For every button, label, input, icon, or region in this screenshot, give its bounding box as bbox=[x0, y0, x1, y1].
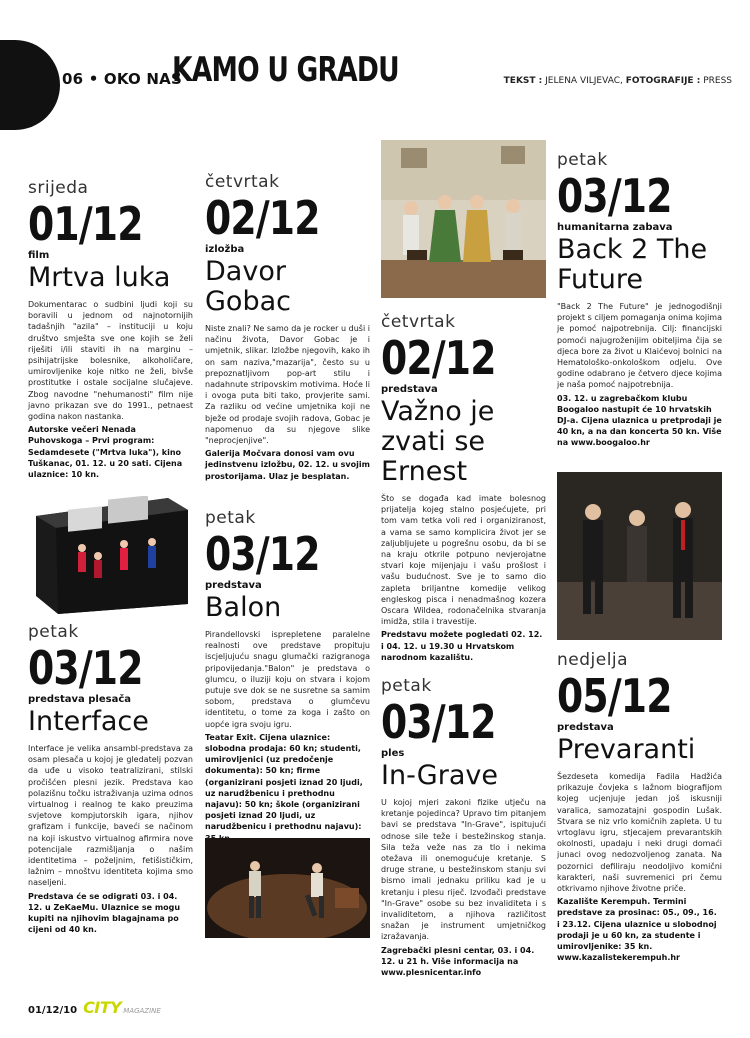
event-title: Važno je zvati se Ernest bbox=[381, 396, 495, 487]
event-description: Što se događa kad imate bolesnog prijatelja kojeg stalno posjećujete, pri tom vam tetka voli red i organiziranost, a vama se samo komplicira život jer se zaljubljujete u pogrešnu osobu, da bi se na kraju otkrile potpuno nevjerojatne stvari koje mijenjaju i vašu prošlost i vašu budućnost. Sve je to samo dio zapleta briljantne komedije velikog engleskog pisca i nenadmašnog kozera Oscara Wildea, rodonačelnika stvaranja imidža, stila i travestije. bbox=[381, 494, 546, 627]
event-title: Balon bbox=[205, 592, 282, 623]
event-prevaranti bbox=[557, 650, 722, 963]
event-day: nedjelja bbox=[557, 650, 629, 670]
photo-ernest bbox=[381, 140, 546, 298]
event-description: Dokumentarac o sudbini ljudi koji su boravili u jednom od najnotornijih tadašnjih "azila" – instituciji u koju društvo smješta sve one kojih se želi riješiti i/ili staviti ih na marginu – psihijatrijske bolesnike, alkoholičare, umirovljenike koje nitko ne želi, bivše prostitutke i ostale socijalne slučajeve. Zbog navodne "nehumanosti" film nije javno prikazan sve do 1991., petnaest godina nakon nastanka. bbox=[28, 300, 193, 422]
event-vazno-je-zvati-se-ernest bbox=[381, 312, 546, 663]
event-back-2-the-future bbox=[557, 150, 722, 449]
event-day: petak bbox=[28, 622, 79, 642]
photo-balon bbox=[205, 838, 370, 938]
event-day: petak bbox=[381, 676, 432, 696]
event-interface bbox=[28, 622, 193, 935]
event-category: film bbox=[28, 250, 50, 261]
event-date: 03/12 bbox=[28, 641, 143, 695]
event-day: petak bbox=[205, 508, 256, 528]
event-description: Pirandellovski isprepletene paralelne realnosti ove predstave propituju iscjeljujuću snagu glumački razigranoga pripovijedanja."Balon" je predstava o glumcu, o iluziji koju on stvara i kojom putuje sve dok se ne susretne sa samim sobom, predstava o glumčevu identitetu, o tome za koga i zašto on uopće igra svoju igru. bbox=[205, 630, 370, 729]
event-description: U kojoj mjeri zakoni fizike utječu na kretanje pojedinca? Upravo tim pitanjem bavi se predstava "In-Grave", ispitujući odnose sile teže i bestežinskog stanja. Sila teža veže nas za tlo i nekima otežava ili onemogućuje kretanje. S druge strane, u bestežinskom stanju svi bismo imali jednaku priliku kad je u kretanju i plesu riječ. Izvođači predstave "In-Grave" osobe su bez invaliditeta i s invaliditetom, a njihova različitost snažan je instrument umjetničkog izražavanja. bbox=[381, 798, 546, 942]
event-category: predstava bbox=[557, 722, 614, 733]
event-day: četvrtak bbox=[381, 312, 456, 332]
event-title: Interface bbox=[28, 706, 149, 737]
event-info: Predstavu možete pogledati 02. 12. i 04. 12. u 19.30 u Hrvatskom narodnom kazalištu. bbox=[381, 630, 543, 662]
event-info: Kazalište Kerempuh. Termini predstave za prosinac: 05., 09., 16. i 23.12. Cijena ulaznice u slobodnoj prodaji je u 60 kn, za studente i umirovljenike: 35 kn. www.kazalistekerempuh.hr bbox=[557, 897, 717, 963]
event-in-grave bbox=[381, 676, 546, 978]
event-category: predstava bbox=[205, 580, 262, 591]
event-balon bbox=[205, 508, 370, 844]
city-magazine-logo: CITY bbox=[83, 998, 122, 1017]
event-mrtva-luka bbox=[28, 178, 193, 480]
event-description: Interface je velika ansambl-predstava za osam plesača u kojoj je gledatelj pozvan da uđe u visoko teatralizirani, stilski pročišćen plesni jezik. Predstava kao polazišnu točku istraživanja uzima odnos virtualnog i realnog te kako preuzima svjetove kompjutorskih igara, njihov grafizam i funkcije, baveći se načinom na koji iskustvo virtualnog afirmira nove potencijale razmišljanja o našim identitetima – poželjnim, fetišističkim, lažnim – mnoštvu identiteta kojima smo naseljeni. bbox=[28, 744, 193, 888]
event-description: "Back 2 The Future" je jednogodišnji projekt s ciljem pomaganja onima kojima je pomoć najpotrebnija. Cilj: financijski pomoći najugroženijim obiteljima čija se djeca bore za život u Klaićevoj bolnici na Hematološko-onkološkom odjelu. Ove godine odabrano je četvero djece kojima je naša pomoć najpotrebnija. bbox=[557, 302, 722, 390]
event-info: 03. 12. u zagrebačkom klubu Boogaloo nastupit će 10 hrvatskih DJ-a. Cijena ulaznica u pretprodaji je 40 kn, a na dan koncerta 50 kn. Više na www.boogaloo.hr bbox=[557, 393, 722, 448]
section-label: 06 • OKO NAS bbox=[62, 70, 182, 88]
event-info: Teatar Exit. Cijena ulaznice: slobodna prodaja: 60 kn; studenti, umirovljenici (uz predočenje dokumenta): 50 kn; firme (organizirani posjeti iznad 20 ljudi, uz narudžbenicu i prethodnu najavu): 50 kn; škole (organizirani posjeti iznad 20 ljudi, uz narudžbenicu i prethodnu najavu): bbox=[205, 732, 363, 832]
event-info: Galerija Močvara donosi vam ovu jedinstvenu izložbu, 02. 12. u svojim prostorijama. Ulaz je besplatan. bbox=[205, 449, 370, 481]
event-info: Autorske večeri Nenada Puhovskoga – Prvi program: Sedamdesete ("Mrtva luka"), kino Tuškanac, 01. 12. u 20 sati. Cijena ulaznice: 10 kn. bbox=[28, 425, 183, 480]
event-category: izložba bbox=[205, 244, 245, 255]
event-title: Davor Gobac bbox=[205, 256, 291, 317]
event-title: Prevaranti bbox=[557, 734, 696, 765]
event-title: In-Grave bbox=[381, 760, 498, 791]
event-date: 05/12 bbox=[557, 669, 672, 723]
event-info: Zagrebački plesni centar, 03. i 04. 12. u 21 h. Više informacija na www.plesnicentar.info bbox=[381, 945, 535, 978]
footer-date: 01/12/10 bbox=[28, 1005, 78, 1016]
event-day: četvrtak bbox=[205, 172, 280, 192]
corner-decoration bbox=[0, 40, 60, 130]
event-title: Back 2 The Future bbox=[557, 234, 708, 295]
event-description: Šezdeseta komedija Fadila Hadžića prikazuje čovjeka s lažnom biografijom kojeg ucjenjuje jedan još iskusniji varalica, samozatajni gospodin Lušak. Stvara se niz vrlo komičnih zapleta. U tu vrtoglavu igru, stjecajem prevarantskih okolnosti, upadaju i neki drugi domaći junaci ovog nedozvoljenog zanata. Na pozornici defiliraju neodoljivo komični karakteri, naši suvremenici pri čemu otkrivamo njihove životne priče. bbox=[557, 772, 722, 894]
event-category: predstava plesača bbox=[28, 694, 132, 705]
event-date: 03/12 bbox=[557, 169, 672, 223]
event-date: 01/12 bbox=[28, 197, 143, 251]
event-date: 02/12 bbox=[205, 191, 320, 245]
photo-prevaranti bbox=[557, 472, 722, 640]
event-date: 03/12 bbox=[381, 695, 496, 749]
event-category: predstava bbox=[381, 384, 438, 395]
event-description: Niste znali? Ne samo da je rocker u duši i načinu života, Davor Gobac je i umjetnik, slikar. Izložbe njegovih, kako ih on sam naziva,"mazarija", često su u prepoznatljivom pop-art stilu i nadahnute stripovskim motivima. Hoće li i ovoga puta biti tako, provjerite sami. Za razliku od većine umjetnika koji ne bježe od prodaje svojih radova, Gobac je napomenuo da su njegove slike "neprocjenjive". bbox=[205, 324, 370, 446]
event-category: humanitarna zabava bbox=[557, 222, 673, 233]
event-title: Mrtva luka bbox=[28, 262, 171, 293]
page-title: KAMO U GRADU bbox=[172, 50, 399, 90]
photo-interface bbox=[28, 496, 193, 616]
event-info: Predstava će se odigrati 03. i 04. 12. u ZeKaeMu. Ulaznice se mogu kupiti na njihovim blagajnama po cijeni od 40 kn. bbox=[28, 891, 181, 935]
credits: TEKST : JELENA VILJEVAC, FOTOGRAFIJE : PRESS bbox=[503, 76, 732, 86]
event-date: 03/12 bbox=[205, 527, 320, 581]
event-davor-gobac bbox=[205, 172, 370, 482]
event-date: 02/12 bbox=[381, 331, 496, 385]
event-day: srijeda bbox=[28, 178, 89, 198]
event-day: petak bbox=[557, 150, 608, 170]
event-category: ples bbox=[381, 748, 405, 759]
magazine-label: MAGAZINE bbox=[123, 1007, 161, 1015]
page-footer bbox=[28, 998, 161, 1017]
